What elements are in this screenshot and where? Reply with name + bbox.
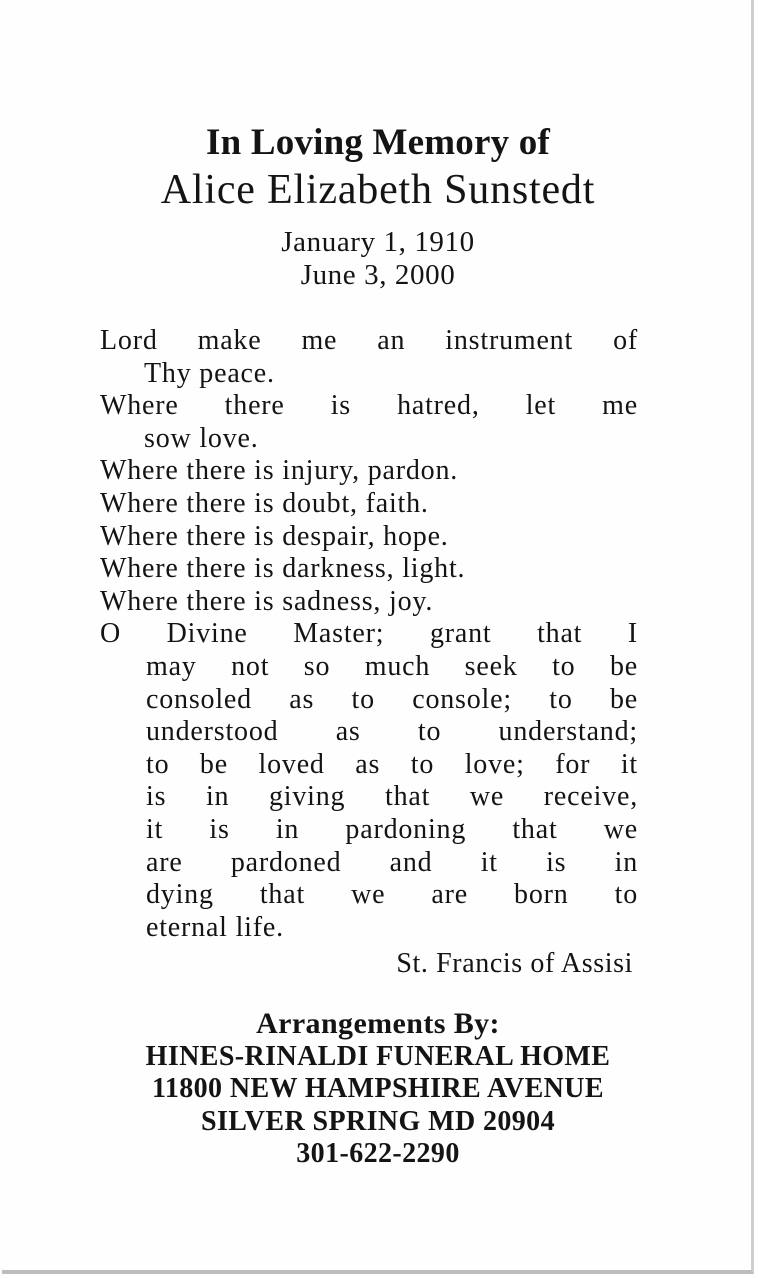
memorial-title: In Loving Memory of (206, 122, 550, 163)
funeral-home-phone: 301-622-2290 (296, 1138, 460, 1169)
prayer-line: dying that we are born to (146, 879, 638, 911)
prayer-line: Where there is darkness, light. (100, 553, 466, 585)
prayer-line: O Divine Master; grant that I (100, 618, 638, 650)
prayer-line: eternal life. (146, 911, 284, 943)
death-date: June 3, 2000 (300, 259, 456, 291)
prayer-attribution: St. Francis of Assisi (396, 948, 633, 979)
funeral-home-street: 11800 NEW HAMPSHIRE AVENUE (151, 1073, 604, 1104)
prayer-line: to be loved as to love; for it (146, 748, 638, 780)
deceased-name: Alice Elizabeth Sunstedt (160, 167, 596, 213)
prayer-line: is in giving that we receive, (146, 781, 638, 813)
prayer-line: Where there is sadness, joy. (100, 585, 434, 617)
arrangements-label: Arrangements By: (256, 1007, 500, 1040)
prayer-line: it is in pardoning that we (146, 813, 638, 845)
funeral-home-city: SILVER SPRING MD 20904 (201, 1105, 555, 1137)
prayer-line: consoled as to console; to be (146, 683, 638, 715)
prayer-line: Thy peace. (144, 357, 275, 389)
prayer-line: Where there is doubt, faith. (100, 487, 429, 519)
prayer-line: understood as to understand; (146, 716, 638, 748)
funeral-home-name: HINES-RINALDI FUNERAL HOME (145, 1040, 611, 1072)
prayer-line: Where there is injury, pardon. (100, 455, 459, 487)
prayer-line: Where there is hatred, let me (100, 390, 638, 422)
prayer-line: Lord make me an instrument of (100, 325, 638, 356)
arrangements-block (2, 1008, 754, 1171)
prayer-line: may not so much seek to be (146, 650, 638, 682)
prayer-line: are pardoned and it is in (146, 846, 638, 878)
card-header (2, 120, 754, 292)
birth-date: January 1, 1910 (281, 226, 475, 258)
prayer-line: sow love. (144, 422, 259, 454)
memorial-card (2, 0, 754, 1274)
prayer-text (100, 325, 638, 944)
prayer-line: Where there is despair, hope. (100, 520, 449, 552)
